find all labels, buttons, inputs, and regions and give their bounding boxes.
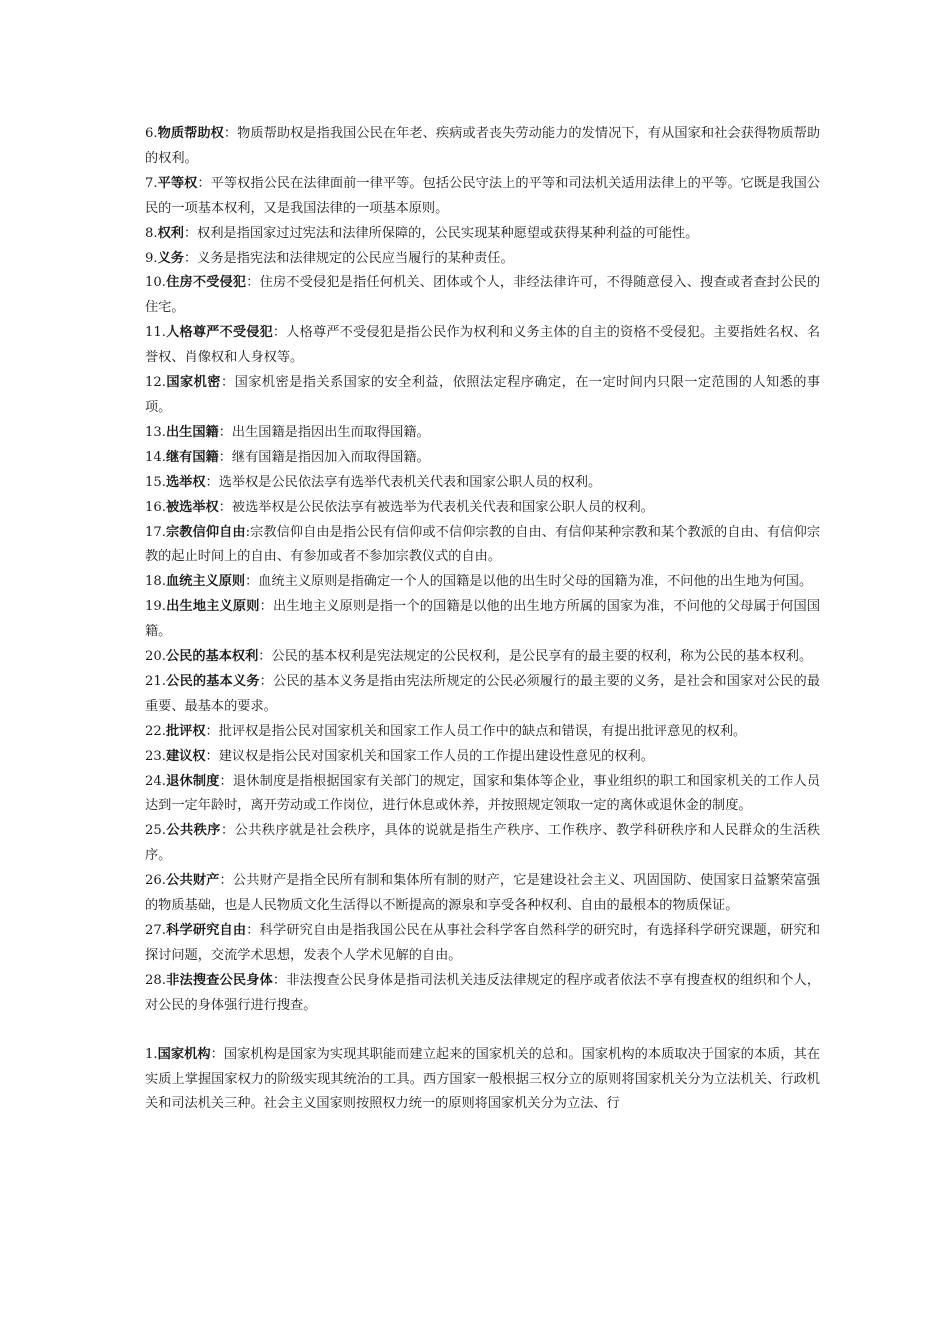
entry-term: 平等权 — [157, 175, 198, 191]
entry-term: 出生国籍 — [165, 424, 219, 440]
entry-number: 19. — [145, 599, 166, 615]
entry-term: 权利 — [157, 225, 184, 241]
entry-number: 9. — [145, 250, 158, 266]
entry-separator: ： — [245, 574, 259, 590]
entry-definition: 公共秩序就是社会秩序，具体的说就是指生产秩序、工作秩序、教学科研秩序和人民群众的生活秩序。 — [145, 823, 821, 864]
entry-number: 24. — [145, 773, 166, 789]
entry-term: 批评权 — [165, 723, 206, 739]
entry-separator: ： — [210, 1046, 224, 1062]
entry-separator: ： — [183, 225, 198, 241]
entry-definition: 平等权指公民在法律面前一律平等。包括公民守法上的平等和司法机关适用法律上的平等。它既是我国公民的一项基本权利，又是我国法律的一项基本原则。 — [145, 175, 821, 216]
entry-separator: ： — [272, 972, 287, 988]
entry-definition: 出生国籍是指因出生而取得国籍。 — [231, 424, 430, 440]
entry-number: 12. — [145, 375, 166, 391]
entry-definition: 物质帮助权是指我国公民在年老、疾病或者丧失劳动能力的发情况下，有从国家和社会获得物质帮助的权利。 — [145, 126, 821, 166]
entry-separator: ： — [205, 748, 219, 764]
definition-entry — [145, 819, 820, 869]
entry-separator: ： — [258, 649, 272, 665]
entry-number: 26. — [145, 873, 166, 889]
entry-separator: ： — [219, 773, 233, 789]
definition-entry — [145, 371, 820, 421]
entry-number: 8. — [145, 225, 158, 241]
definition-entry — [145, 720, 820, 745]
entry-number: 17. — [145, 524, 166, 540]
definition-entry — [145, 770, 820, 820]
entry-definition: 建议权是指公民对国家机关和国家工作人员的工作提出建设性意见的权利。 — [218, 748, 654, 764]
entry-definition: 公共财产是指全民所有制和集体所有制的财产，它是建设社会主义、巩固国防、使国家日益繁荣富强的物质基础，也是人民物质文化生活得以不断提高的源泉和享受各种权利、自由的最根本的物质保证。 — [145, 873, 821, 914]
entry-separator: ： — [259, 673, 273, 689]
entry-number: 20. — [145, 649, 166, 665]
entry-separator: : — [245, 524, 251, 540]
definition-entry — [145, 521, 820, 571]
entry-number: 14. — [145, 449, 166, 465]
entry-definition: 非法搜查公民身体是指司法机关违反法律规定的程序或者依法不享有搜查权的组织和个人，对公民的身体强行进行搜查。 — [145, 972, 821, 1013]
entry-separator: ： — [223, 126, 238, 141]
entry-definition: 住房不受侵犯是指任何机关、团体或个人，非经法律许可，不得随意侵入、搜查或者查封公民的住宅。 — [145, 275, 821, 316]
entry-separator: ： — [205, 723, 219, 739]
definition-entry — [145, 969, 820, 1019]
definition-entry — [145, 745, 820, 770]
entry-definition: 出生地主义原则是指一个的国籍是以他的出生地方所属的国家为准，不问他的父母属于何国国籍。 — [145, 599, 821, 640]
entry-definition: 公民的基本权利是宪法规定的公民权利，是公民享有的最主要的权利，称为公民的基本权利。 — [271, 649, 813, 665]
entry-number: 23. — [145, 748, 166, 764]
entry-number: 16. — [145, 499, 166, 515]
document-page — [145, 122, 820, 1117]
definition-entry — [145, 247, 820, 272]
definition-entry — [145, 271, 820, 321]
entry-separator: ： — [218, 499, 232, 515]
definition-entry — [145, 446, 820, 471]
entry-definition: 公民的基本义务是指由宪法所规定的公民必须履行的最主要的义务，是社会和国家对公民的最重要、最基本的要求。 — [145, 673, 821, 714]
entry-number: 22. — [145, 723, 166, 739]
entry-term: 血统主义原则 — [165, 574, 246, 590]
definition-entry — [145, 122, 820, 172]
entry-separator: ： — [259, 599, 273, 615]
entry-separator: ： — [218, 449, 232, 465]
entry-definition: 人格尊严不受侵犯是指公民作为权利和义务主体的自主的资格不受侵犯。主要指姓名权、名誉权、肖像权和人身权等。 — [145, 325, 821, 366]
entry-number: 7. — [145, 175, 158, 191]
entry-term: 选举权 — [165, 474, 206, 490]
definition-entry — [145, 595, 820, 645]
definition-entry — [145, 645, 820, 670]
entry-separator: ： — [183, 250, 198, 266]
definition-entry — [145, 471, 820, 496]
entry-term: 退休制度 — [165, 773, 220, 789]
entry-separator: ： — [246, 275, 260, 291]
entry-definition: 宗教信仰自由是指公民有信仰或不信仰宗教的自由、有信仰某种宗教和某个教派的自由、有信仰宗教的起止时间上的自由、有参加或者不参加宗教仪式的自由。 — [145, 524, 821, 565]
entry-term: 非法搜查公民身体 — [165, 972, 273, 988]
entry-term: 义务 — [157, 250, 184, 266]
definition-entry — [145, 869, 820, 919]
entry-separator: ： — [219, 873, 233, 889]
entry-term: 公共秩序 — [165, 823, 221, 839]
entry-definition: 被选举权是公民依法享有被选举为代表机关代表和国家公职人员的权利。 — [231, 499, 654, 515]
entry-separator: ： — [220, 823, 235, 839]
entry-separator: ： — [197, 175, 211, 191]
term-definition-list — [145, 122, 820, 1019]
entry-definition: 批评权是指公民对国家机关和国家工作人员工作中的缺点和错误，有提出批评意见的权利。 — [218, 723, 747, 739]
entry-separator: ： — [218, 424, 232, 440]
entry-definition: 选举权是公民依法享有选举代表机关代表和国家公职人员的权利。 — [218, 474, 602, 490]
definition-entry — [145, 496, 820, 521]
entry-term: 科学研究自由 — [165, 923, 247, 938]
entry-number: 10. — [145, 275, 166, 291]
entry-definition: 国家机密是指关系国家的安全利益，依照法定程序确定，在一定时间内只限一定范围的人知悉的事项。 — [145, 375, 821, 415]
entry-number: 13. — [145, 424, 166, 440]
entry-term: 住房不受侵犯 — [165, 275, 247, 291]
entry-number: 1. — [145, 1046, 158, 1062]
entry-number: 27. — [145, 923, 166, 938]
entry-term: 公民的基本权利 — [165, 649, 259, 665]
definition-entry — [145, 222, 820, 247]
entry-term: 被选举权 — [165, 499, 219, 515]
entry-term: 物质帮助权 — [157, 126, 224, 141]
definition-entry — [145, 919, 820, 969]
entry-number: 21. — [145, 673, 166, 689]
entry-term: 建议权 — [165, 748, 206, 764]
entry-number: 15. — [145, 474, 166, 490]
entry-separator: ： — [205, 474, 219, 490]
section-spacer — [145, 1019, 820, 1043]
entry-definition: 继有国籍是指因加入而取得国籍。 — [231, 449, 430, 465]
definition-entry — [145, 421, 820, 446]
definition-entry — [145, 570, 820, 595]
entry-number: 25. — [145, 823, 166, 839]
entry-separator: ： — [220, 375, 235, 391]
entry-term: 公共财产 — [165, 873, 220, 889]
entry-term: 国家机构 — [157, 1046, 211, 1062]
entry-definition: 血统主义原则是指确定一个人的国籍是以他的出生时父母的国籍为准，不问他的出生地为何国。 — [258, 574, 813, 590]
entry-number: 11. — [145, 325, 166, 341]
entry-term: 宗教信仰自由 — [165, 524, 246, 540]
entry-number: 6. — [145, 126, 158, 141]
entry-separator: ： — [246, 923, 260, 938]
entry-definition: 科学研究自由是指我国公民在从事社会科学客自然科学的研究时，有选择科学研究课题，研究和探讨问题，交流学术思想，发表个人学术见解的自由。 — [145, 923, 821, 963]
entry-term: 继有国籍 — [165, 449, 219, 465]
entry-term: 出生地主义原则 — [165, 599, 260, 615]
entry-definition: 国家机构是国家为实现其职能而建立起来的国家机关的总和。国家机构的本质取决于国家的本质，其在实质上掌握国家权力的阶级实现其统治的工具。西方国家一般根据三权分立的原则将国家机关分为立法机关、行政机关和司法机关三种。社会主义国家则按照权力统一的原则将国家机关分为立法、行 — [145, 1046, 821, 1112]
entry-term: 公民的基本义务 — [165, 673, 260, 689]
entry-number: 28. — [145, 972, 166, 988]
entry-term: 国家机密 — [165, 375, 221, 391]
entry-definition: 义务是指宪法和法律规定的公民应当履行的某种责任。 — [197, 250, 514, 266]
definition-entry — [145, 1043, 820, 1118]
entry-number: 18. — [145, 574, 166, 590]
entry-definition: 权利是指国家过过宪法和法律所保障的，公民实现某种愿望或获得某种利益的可能性。 — [197, 225, 699, 241]
definition-entry — [145, 321, 820, 371]
entry-term: 人格尊严不受侵犯 — [165, 325, 273, 341]
entry-separator: ： — [272, 325, 287, 341]
term-definition-list-second — [145, 1043, 820, 1118]
definition-entry — [145, 670, 820, 720]
definition-entry — [145, 172, 820, 222]
entry-definition: 退休制度是指根据国家有关部门的规定，国家和集体等企业，事业组织的职工和国家机关的工作人员达到一定年龄时，离开劳动或工作岗位，进行休息或休养，并按照规定领取一定的离休或退休金的制度。 — [145, 773, 821, 814]
